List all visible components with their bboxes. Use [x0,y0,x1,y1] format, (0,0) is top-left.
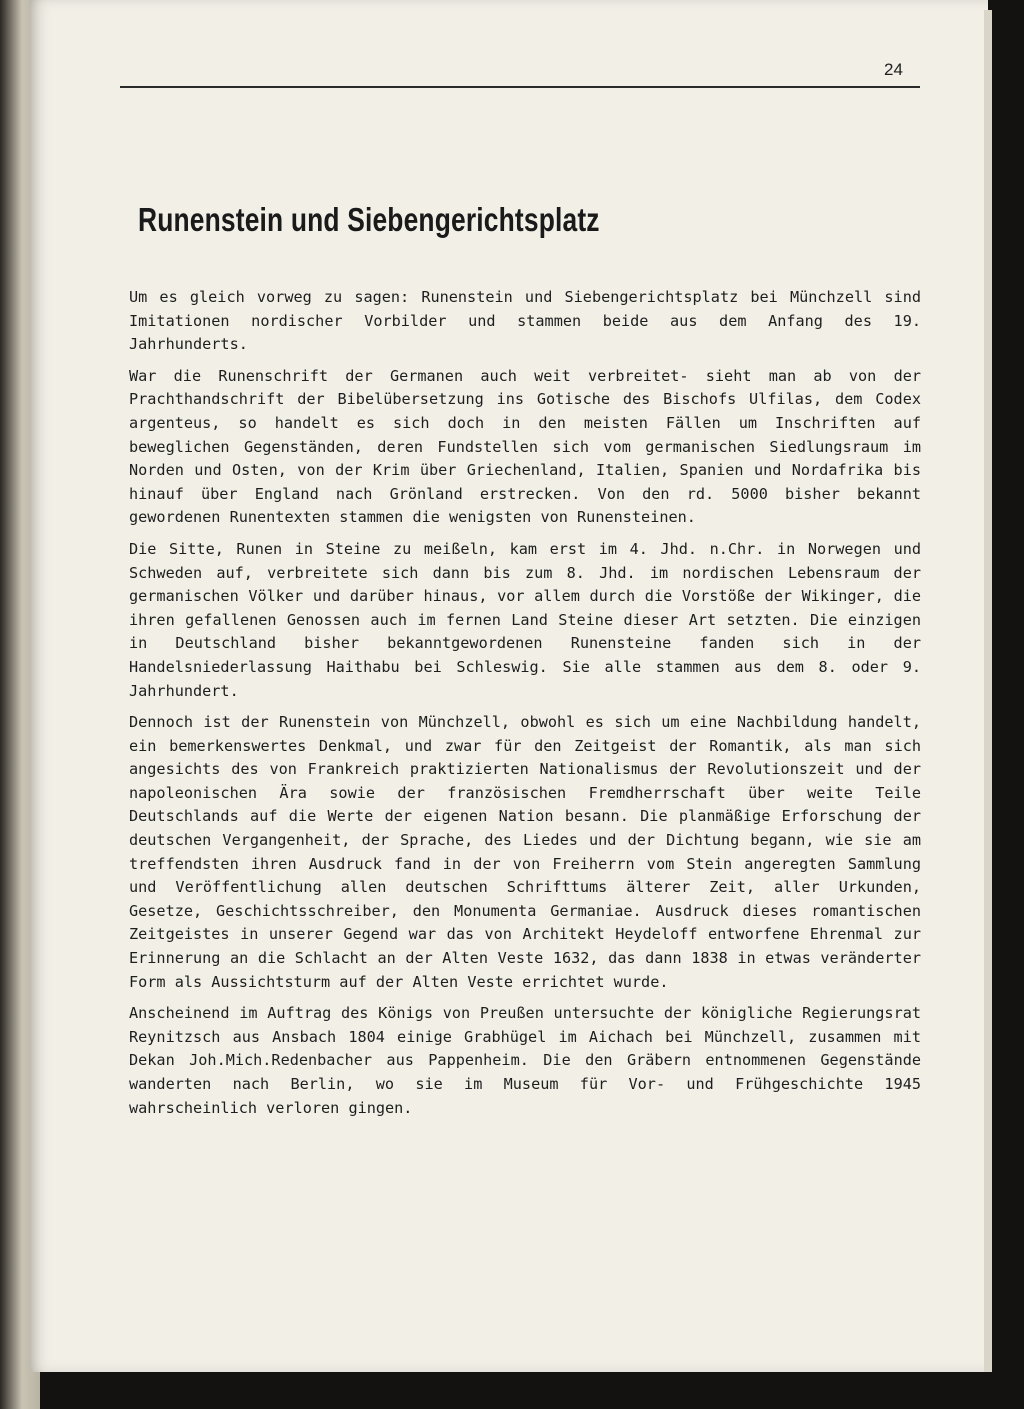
paragraph-grabhuegel: Anscheinend im Auftrag des Königs von Preußen untersuchte der königliche Regierungsrat Reynitzsch aus Ansbach 1804 einige Grabhügel im Aichach bei Münchzell, zusammen mit Dekan Joh.Mich.Redenbacher aus Pappenheim. Die den Gräbern entnommenen Gegenstände wanderten nach Berlin, wo sie im Museum für Vor- und Frühgeschichte 1945 wahrscheinlich verloren gingen. [129,1004,921,1117]
paragraph-runenschrift: War die Runenschrift der Germanen auch weit verbreitet- sieht man ab von der Prachthandschrift der Bibelübersetzung ins Gotische des Bischofs Ulfilas, dem Codex argenteus, so handelt es sich doch in den meisten Fällen um Inschriften auf beweglichen Gegenständen, deren Fundstellen sich vom germanischen Siedlungsraum im Norden und Osten, von der Krim über Griechenland, Italien, Spanien und Nordafrika bis hinauf über England nach Grönland erstrecken. Von den rd. 5000 bisher bekannt gewordenen Runentexten stammen die wenigsten von Runensteinen. [129,366,921,527]
page-number: 24 [884,60,903,79]
body-text [129,286,921,1120]
page-heading: Runenstein und Siebengerichtsplatz [138,201,600,238]
paragraph-romantik: Dennoch ist der Runenstein von Münchzell, obwohl es sich um eine Nachbildung handelt, ein bemerkenswertes Denkmal, und zwar für den Zeitgeist der Romantik, als man sich angesichts des von Frankreich praktizierten Nationalismus der Revolutionszeit und der napoleonischen Ära sowie der französischen Fremdherrschaft über weite Teile Deutschlands auf die Werte der eigenen Nation besann. Die planmäßige Erforschung der deutschen Vergangenheit, der Sprache, des Liedes und der Dichtung begann, wie sie am treffendsten ihren Ausdruck fand in der von Freiherrn vom Stein angeregten Sammlung und Veröffentlichung allen deutschen Schrifttums älterer Zeit, aller Urkunden, Gesetze, Geschichtsschreiber, den Monumenta Germaniae. Ausdruck dieses romantischen Zeitgeistes in unserer Gegend war das von Architekt Heydeloff entworfene Ehrenmal zur Erinnerung an die Schlacht an der Alten Veste 1632, das dann 1838 in etwas veränderter Form als Aussichtsturm auf der Alten Veste errichtet wurde. [129,713,921,991]
page-edge [984,10,992,1372]
header-rule [120,86,920,88]
paragraph-intro: Um es gleich vorweg zu sagen: Runenstein und Siebengerichtsplatz bei Münchzell sind Imitationen nordischer Vorbilder und stammen beide aus dem Anfang des 19. Jahrhunderts. [129,288,921,354]
paragraph-sitte: Die Sitte, Runen in Steine zu meißeln, kam erst im 4. Jhd. n.Chr. in Norwegen und Schweden auf, verbreitete sich dann bis zum 8. Jhd. im nordischen Lebensraum der germanischen Völker und darüber hinaus, vor allem durch die Vorstöße der Wikinger, die ihren gefallenen Genossen auch im fernen Land Steine dieser Art setzten. Die einzigen in Deutschland bisher bekanntgewordenen Runensteine fanden sich in der Handelsniederlassung Haithabu bei Schleswig. Sie alle stammen aus dem 8. oder 9. Jahrhundert. [129,539,921,700]
